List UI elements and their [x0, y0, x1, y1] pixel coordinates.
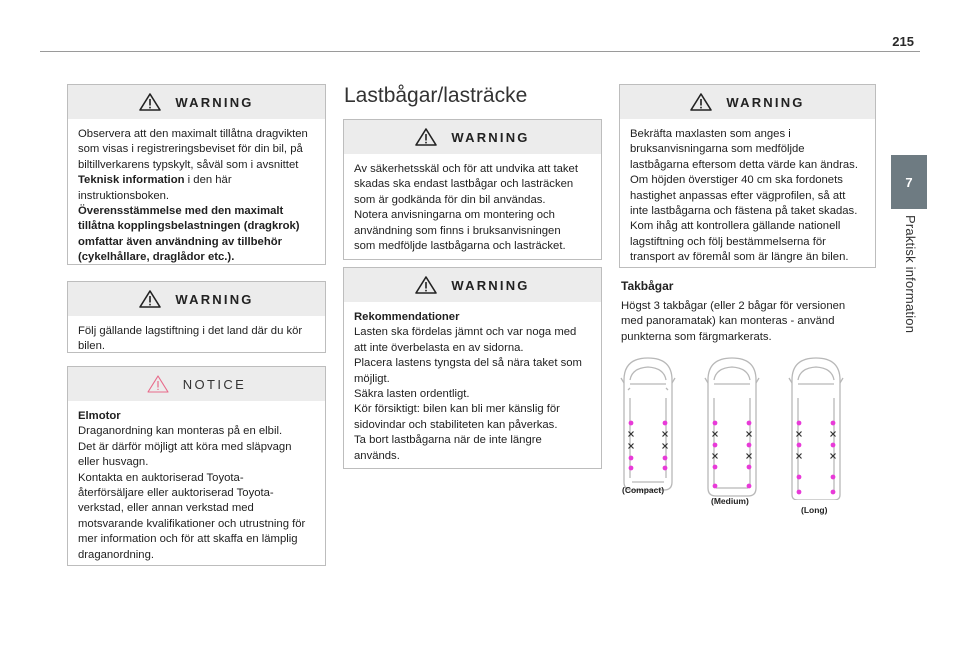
mounting-dot — [747, 484, 752, 489]
cross-mark — [797, 454, 802, 459]
mounting-dot — [663, 466, 668, 471]
header-divider — [40, 51, 920, 52]
cross-mark — [747, 432, 752, 437]
warning-box-towing — [67, 84, 326, 265]
warning-triangle-icon — [139, 93, 161, 111]
roof-bars-text: Högst 3 takbågar (eller 2 bågar för versionen med panoramatak) kan monteras - använd punkterna som färgmarkerats. — [621, 300, 846, 343]
mounting-dot — [713, 421, 718, 426]
mounting-dot — [663, 421, 668, 426]
warning-triangle-icon — [415, 128, 437, 146]
warning-triangle-icon — [139, 290, 161, 308]
cross-mark — [831, 454, 836, 459]
warning-header — [344, 268, 601, 302]
warning-box-roof-approved — [343, 119, 602, 260]
mounting-points — [629, 421, 836, 495]
mounting-dot — [797, 421, 802, 426]
cross-mark — [663, 432, 668, 437]
mounting-dot — [629, 456, 634, 461]
notice-title: NOTICE — [182, 376, 247, 392]
warning-triangle-icon — [690, 93, 712, 111]
label-medium: (Medium) — [711, 496, 749, 506]
mounting-dot — [663, 456, 668, 461]
mounting-dot — [797, 475, 802, 480]
mounting-dot — [629, 421, 634, 426]
notice-box-electric — [67, 366, 326, 566]
cross-mark — [713, 454, 718, 459]
cross-mark — [663, 444, 668, 449]
warning-title: WARNING — [451, 129, 530, 145]
recommendations-heading: Rekommendationer — [354, 311, 460, 323]
warning-title: WARNING — [175, 291, 254, 307]
warning-header — [68, 282, 325, 316]
label-compact: (Compact) — [622, 485, 665, 495]
section-title: Lastbågar/lasträcke — [344, 84, 528, 107]
mounting-dot — [831, 443, 836, 448]
mounting-dot — [831, 490, 836, 495]
mounting-dot — [797, 443, 802, 448]
mounting-dot — [831, 421, 836, 426]
notice-text: Elmotor Draganordning kan monteras på en elbil. Det är därför möjligt att köra med släpvagn eller husvagn. Kontakta en auktoriserad Toyota- återförsäljare eller auktoriserad Toyota- verkstad, eller annan verkstad med motsvarande kvalifikationer och utrustning för mer information och för att skaffa en lämplig draganordning. — [68, 401, 325, 572]
warning-box-max-load — [619, 84, 876, 268]
warning-box-legislation — [67, 281, 326, 353]
chapter-label: Praktisk information — [903, 215, 918, 334]
mounting-dot — [747, 443, 752, 448]
mounting-dot — [713, 484, 718, 489]
warning-text: Bekräfta maxlasten som anges i bruksanvisningarna som medföljde lastbågarna eftersom detta värde kan ändras. Om höjden överstiger 40 cm ska fordonets hastighet anpassas efter vägprofilen, så att inte lastbågarna och fästena på taket skadas. Kom ihåg att kontrollera gällande nationell lagstiftning och följ bestämmelserna för transport av föremål som är längre än bilen. — [630, 128, 858, 264]
mounting-dot — [747, 421, 752, 426]
warning-header — [68, 85, 325, 119]
page-number: 215 — [892, 34, 914, 49]
cross-mark — [713, 432, 718, 437]
cross-mark — [629, 444, 634, 449]
chapter-tab[interactable]: 7 — [891, 155, 927, 209]
cross-mark — [747, 454, 752, 459]
mounting-dot — [797, 490, 802, 495]
technical-info-ref: Teknisk information — [78, 174, 185, 187]
warning-text: Följ gällande lagstiftning i det land där du kör bilen. — [78, 325, 303, 353]
notice-heading: Elmotor — [78, 410, 121, 422]
cross-mark — [831, 432, 836, 437]
notice-triangle-icon — [147, 375, 169, 393]
warning-text: Observera att den maximalt tillåtna dragvikten som visas i registreringsbeviset för din bil, på biltillverkarens typskylt, såväl som i avsnittet Teknisk information i den här instruktionsboken. Överensstämmelse med den maximalt tillåtna kopplingsbelastningen (dragkrok) omfattar även användning av tillbehör (cykelhållare, draglådor etc.). — [78, 128, 308, 264]
cross-mark — [629, 432, 634, 437]
van-medium — [705, 358, 759, 496]
warning-title: WARNING — [726, 94, 805, 110]
warning-header — [620, 85, 875, 119]
warning-text: Av säkerhetsskäl och för att undvika att taket skadas ska endast lastbågar och lasträcken som är godkända för din bil användas. Notera anvisningarna om montering och användning som finns i bruksanvisningen som medföljde lastbågarna och lasträcket. — [354, 163, 578, 253]
warning-title: WARNING — [451, 277, 530, 293]
van-long — [789, 358, 843, 500]
notice-header — [68, 367, 325, 401]
warning-header — [344, 120, 601, 154]
mounting-dot — [629, 466, 634, 471]
roof-bars-heading: Takbågar — [621, 279, 674, 293]
van-roof-illustrations — [618, 350, 880, 500]
label-long: (Long) — [801, 505, 828, 515]
mounting-dot — [713, 465, 718, 470]
roof-bar-diagram — [618, 350, 880, 520]
mounting-dot — [747, 465, 752, 470]
warning-box-recommendations — [343, 267, 602, 469]
cross-mark — [797, 432, 802, 437]
warning-text: Rekommendationer Lasten ska fördelas jämnt och var noga med att inte överbelasta en av sidorna. Placera lastens tyngsta del så nära taket som möjligt. Säkra lasten ordentligt. Kör försiktigt: bilen kan bli mer känslig för sidovindar och stabiliteten kan påverkas. Ta bort lastbågarna när de inte längre används. — [344, 302, 601, 473]
warning-title: WARNING — [175, 94, 254, 110]
warning-triangle-icon — [415, 276, 437, 294]
mounting-dot — [713, 443, 718, 448]
mounting-dot — [831, 475, 836, 480]
